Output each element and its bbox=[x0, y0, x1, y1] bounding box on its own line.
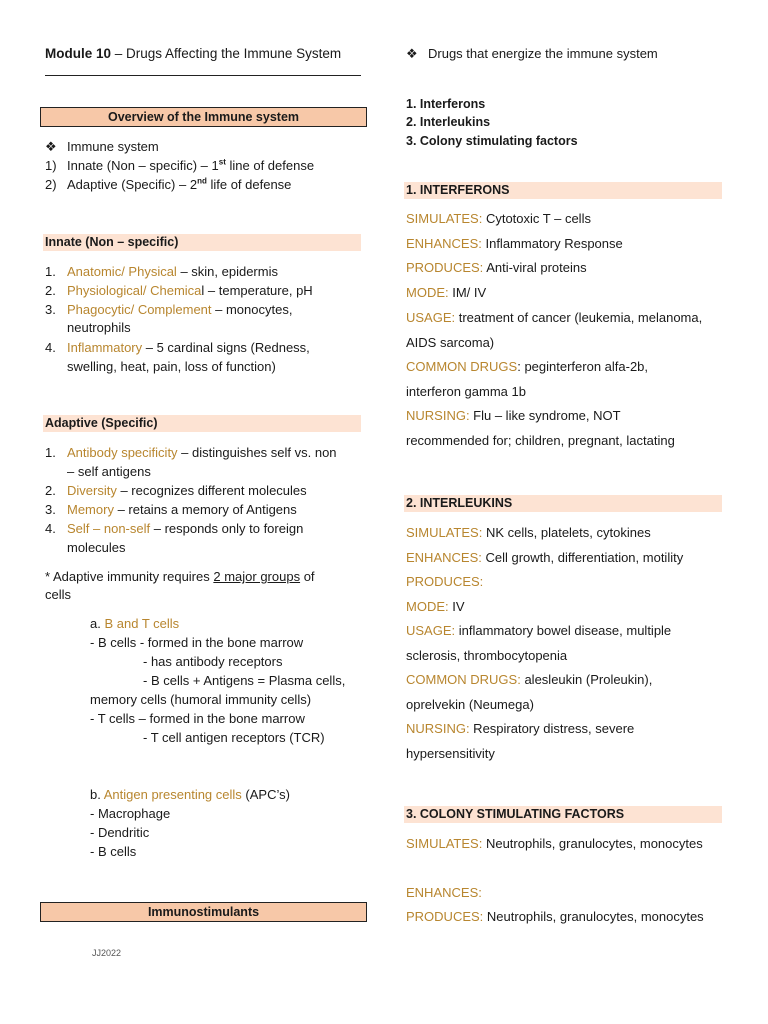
innate-item-4-cont: swelling, heat, pain, loss of function) bbox=[67, 359, 276, 374]
bt-cells-heading: a. B and T cells bbox=[90, 616, 180, 631]
field-value: hypersensitivity bbox=[406, 746, 495, 761]
adaptive-item-1: 1. Antibody specificity – distinguishes self vs. non bbox=[45, 445, 337, 460]
interferons-row bbox=[406, 309, 702, 327]
overview-section-box: Overview of the Immune system bbox=[40, 107, 367, 127]
field-label: NURSING: bbox=[406, 721, 470, 736]
interferons-heading: 1. INTERFERONS bbox=[404, 182, 722, 199]
field-value: inflammatory bowel disease, multiple bbox=[455, 623, 672, 638]
field-value: oprelvekin (Neumega) bbox=[406, 697, 534, 712]
interferons-row bbox=[406, 383, 526, 401]
bt-line-2: - has antibody receptors bbox=[143, 654, 283, 669]
field-label: COMMON DRUGS bbox=[406, 359, 518, 374]
csf-row bbox=[406, 884, 482, 902]
apc-line-2: - Dendritic bbox=[90, 825, 150, 840]
field-label: ENHANCES: bbox=[406, 236, 482, 251]
interleukins-heading: 2. INTERLEUKINS bbox=[404, 495, 722, 512]
field-value: IM/ IV bbox=[448, 285, 487, 300]
field-label: PRODUCES: bbox=[406, 260, 484, 275]
adaptive-item-4: 4. Self – non-self – responds only to foreign bbox=[45, 521, 304, 536]
field-label: ENHANCES: bbox=[406, 885, 482, 900]
interleukins-row bbox=[406, 573, 483, 591]
adaptive-item-1-cont: – self antigens bbox=[67, 464, 151, 479]
bt-line-5: - T cells – formed in the bone marrow bbox=[90, 711, 305, 726]
field-value: Neutrophils, granulocytes, monocytes bbox=[482, 836, 703, 851]
field-value: AIDS sarcoma) bbox=[406, 335, 495, 350]
field-label: ENHANCES: bbox=[406, 550, 482, 565]
apc-line-3: - B cells bbox=[90, 844, 137, 859]
field-label: NURSING: bbox=[406, 408, 470, 423]
interleukins-row bbox=[406, 720, 634, 738]
interferons-row bbox=[406, 432, 675, 450]
interferons-row bbox=[406, 358, 648, 376]
interleukins-row bbox=[406, 647, 567, 665]
bt-line-4: memory cells (humoral immunity cells) bbox=[90, 692, 312, 707]
adaptive-item-4-cont: molecules bbox=[67, 540, 126, 555]
field-value: interferon gamma 1b bbox=[406, 384, 526, 399]
innate-item-2: 2. Physiological/ Chemical – temperature, pH bbox=[45, 283, 313, 298]
field-value: NK cells, platelets, cytokines bbox=[482, 525, 651, 540]
interleukins-row bbox=[406, 671, 652, 689]
interleukins-row bbox=[406, 598, 465, 616]
diamond-bullet-icon: ❖ bbox=[406, 46, 418, 61]
field-value: : peginterferon alfa-2b, bbox=[517, 359, 649, 374]
field-value: Cell growth, differentiation, motility bbox=[481, 550, 684, 565]
csf-row bbox=[406, 908, 704, 926]
interferons-row bbox=[406, 210, 591, 228]
field-label: USAGE: bbox=[406, 310, 456, 325]
innate-item-3: 3. Phagocytic/ Complement – monocytes, bbox=[45, 302, 293, 317]
field-value: Neutrophils, granulocytes, monocytes bbox=[483, 909, 704, 924]
field-value: Cytotoxic T – cells bbox=[482, 211, 591, 226]
bt-line-6: - T cell antigen receptors (TCR) bbox=[143, 730, 325, 745]
immune-system-bullet: ❖ Immune system bbox=[45, 139, 159, 154]
bt-line-1: - B cells - formed in the bone marrow bbox=[90, 635, 304, 650]
csf-heading: 3. COLONY STIMULATING FACTORS bbox=[404, 806, 722, 823]
title-divider bbox=[45, 75, 361, 76]
diamond-bullet-icon: ❖ bbox=[45, 139, 57, 154]
energize-bullet: ❖ Drugs that energize the immune system bbox=[406, 46, 658, 61]
immune-item-1: 1) Innate (Non – specific) – 1st line of defense bbox=[45, 157, 315, 173]
adaptive-item-3: 3. Memory – retains a memory of Antigens bbox=[45, 502, 297, 517]
innate-item-1: 1. Anatomic/ Physical – skin, epidermis bbox=[45, 264, 278, 279]
interleukins-row bbox=[406, 696, 534, 714]
interferons-row bbox=[406, 259, 587, 277]
csf-row bbox=[406, 835, 703, 853]
interferons-row bbox=[406, 407, 621, 425]
adaptive-heading: Adaptive (Specific) bbox=[43, 415, 361, 432]
field-label: MODE: bbox=[406, 285, 449, 300]
drug-list-item-3: 3. Colony stimulating factors bbox=[406, 134, 578, 148]
apc-heading: b. Antigen presenting cells (APC’s) bbox=[90, 787, 290, 802]
field-label: SIMULATES: bbox=[406, 525, 483, 540]
field-label: COMMON DRUGS: bbox=[406, 672, 521, 687]
innate-item-4: 4. Inflammatory – 5 cardinal signs (Redness, bbox=[45, 340, 310, 355]
drug-list-item-2: 2. Interleukins bbox=[406, 115, 491, 129]
field-value: Anti-viral proteins bbox=[483, 260, 587, 275]
field-label: SIMULATES: bbox=[406, 836, 483, 851]
interleukins-row bbox=[406, 524, 651, 542]
adaptive-note-cont: cells bbox=[45, 587, 72, 602]
field-value: Flu – like syndrome, NOT bbox=[469, 408, 621, 423]
interleukins-row bbox=[406, 549, 683, 567]
field-label: MODE: bbox=[406, 599, 449, 614]
field-label: SIMULATES: bbox=[406, 211, 483, 226]
field-label: USAGE: bbox=[406, 623, 456, 638]
interferons-row bbox=[406, 334, 494, 352]
field-value: Respiratory distress, severe bbox=[469, 721, 635, 736]
field-value: IV bbox=[448, 599, 465, 614]
adaptive-item-2: 2. Diversity – recognizes different molecules bbox=[45, 483, 307, 498]
innate-heading: Innate (Non – specific) bbox=[43, 234, 361, 251]
apc-line-1: - Macrophage bbox=[90, 806, 171, 821]
field-label: PRODUCES: bbox=[406, 574, 484, 589]
page-title: Module 10 – Drugs Affecting the Immune System bbox=[45, 46, 342, 61]
adaptive-note: * Adaptive immunity requires 2 major groups of bbox=[45, 569, 315, 584]
field-value: sclerosis, thrombocytopenia bbox=[406, 648, 568, 663]
bt-line-3: - B cells + Antigens = Plasma cells, bbox=[143, 673, 346, 688]
interleukins-row bbox=[406, 622, 671, 640]
interferons-row bbox=[406, 284, 486, 302]
immune-item-2: 2) Adaptive (Specific) – 2nd life of defense bbox=[45, 176, 292, 192]
immunostimulants-section-box: Immunostimulants bbox=[40, 902, 367, 922]
field-value: treatment of cancer (leukemia, melanoma, bbox=[455, 310, 703, 325]
innate-item-3-cont: neutrophils bbox=[67, 320, 131, 335]
interleukins-row bbox=[406, 745, 495, 763]
field-value: Inflammatory Response bbox=[481, 236, 623, 251]
field-label: PRODUCES: bbox=[406, 909, 484, 924]
drug-list-item-1: 1. Interferons bbox=[406, 97, 486, 111]
interferons-row bbox=[406, 235, 623, 253]
field-value: recommended for; children, pregnant, lactating bbox=[406, 433, 675, 448]
footer-initials: JJ2022 bbox=[92, 948, 122, 958]
field-value: alesleukin (Proleukin), bbox=[520, 672, 653, 687]
